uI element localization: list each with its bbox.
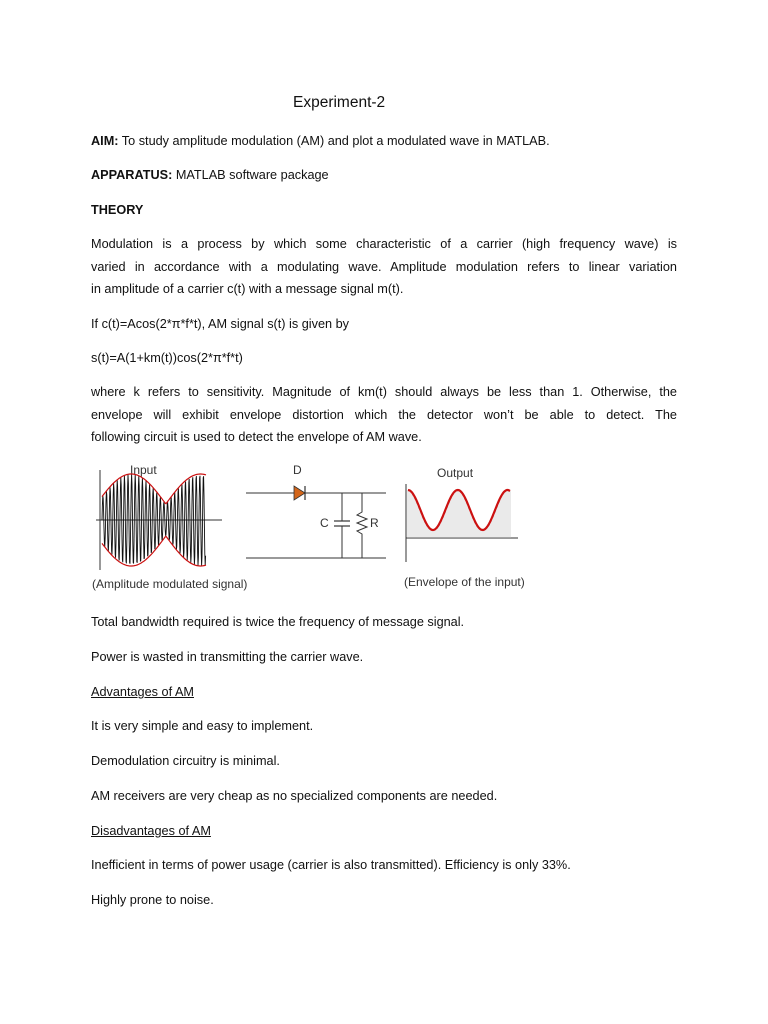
diode-symbol — [294, 486, 305, 500]
aim-label: AIM: — [91, 134, 119, 148]
apparatus-label: APPARATUS: — [91, 168, 173, 182]
output-envelope-curve — [408, 490, 510, 530]
envelope-detector-figure — [90, 458, 530, 598]
advantage-item: AM receivers are very cheap as no specialized components are needed. — [91, 789, 498, 803]
disadvantage-item: Inefficient in terms of power usage (carrier is also transmitted). Efficiency is only 33%. — [91, 858, 571, 872]
capacitor-label: C — [320, 516, 329, 530]
theory-line: Modulation is a process by which some characteristic of a carrier (high frequency wave) is — [91, 237, 677, 251]
output-label: Output — [437, 466, 474, 480]
disadvantages-heading: Disadvantages of AM — [91, 824, 211, 838]
resistor-symbol — [357, 493, 367, 558]
output-caption: (Envelope of the input) — [404, 575, 525, 589]
carrier-equation: If c(t)=Acos(2*π*f*t), AM signal s(t) is given by — [91, 317, 349, 331]
page-title: Experiment-2 — [293, 94, 386, 111]
sensitivity-line: following circuit is used to detect the envelope of AM wave. — [91, 430, 422, 444]
theory-line: varied in accordance with a modulating wave. Amplitude modulation refers to linear variation — [91, 259, 677, 274]
input-caption: (Amplitude modulated signal) — [92, 577, 248, 591]
am-equation: s(t)=A(1+km(t))cos(2*π*f*t) — [91, 351, 243, 365]
sensitivity-paragraph — [91, 381, 677, 449]
theory-heading: THEORY — [91, 203, 144, 217]
diode-label: D — [293, 463, 302, 477]
apparatus-line — [91, 168, 329, 182]
theory-paragraph — [91, 233, 677, 301]
sensitivity-line: where k refers to sensitivity. Magnitude of km(t) should always be less than 1. Otherwise, the — [91, 385, 677, 399]
input-label: Input — [130, 463, 157, 477]
power-text: Power is wasted in transmitting the carrier wave. — [91, 650, 364, 664]
sensitivity-line: envelope will exhibit envelope distortion which the detector won’t be able to detect. The — [91, 407, 677, 422]
output-ripple-lines — [408, 490, 510, 538]
aim-text: To study amplitude modulation (AM) and plot a modulated wave in MATLAB. — [118, 134, 550, 148]
advantages-heading: Advantages of AM — [91, 685, 194, 699]
bandwidth-text: Total bandwidth required is twice the frequency of message signal. — [91, 615, 465, 629]
resistor-label: R — [370, 516, 379, 530]
aim-line — [91, 134, 550, 148]
advantage-item: It is very simple and easy to implement. — [91, 719, 314, 733]
advantage-item: Demodulation circuitry is minimal. — [91, 754, 280, 768]
apparatus-text: MATLAB software package — [172, 168, 329, 182]
theory-line: in amplitude of a carrier c(t) with a message signal m(t). — [91, 282, 404, 296]
disadvantage-item: Highly prone to noise. — [91, 893, 214, 907]
